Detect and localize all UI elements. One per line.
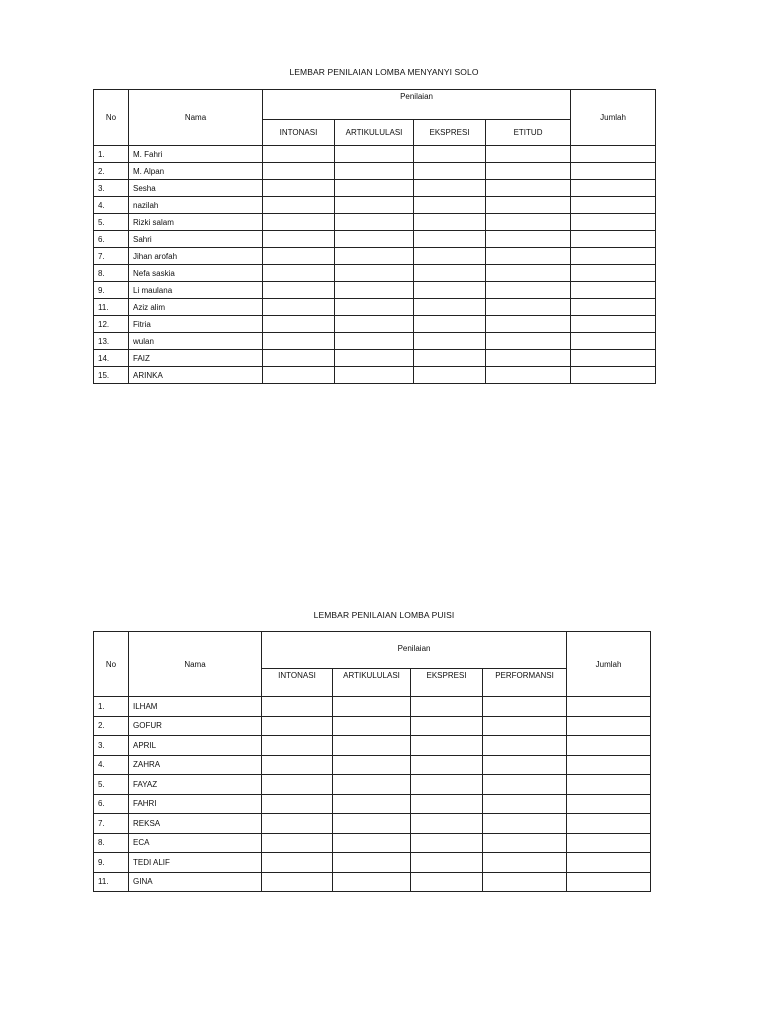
participant-name: ILHAM bbox=[129, 697, 262, 717]
score-cell bbox=[486, 163, 571, 180]
score-cell bbox=[414, 248, 486, 265]
score-cell bbox=[335, 265, 414, 282]
participant-name: Nefa saskia bbox=[129, 265, 263, 282]
total-cell bbox=[567, 853, 651, 873]
score-cell bbox=[262, 697, 333, 717]
sheet2-title: LEMBAR PENILAIAN LOMBA PUISI bbox=[313, 610, 455, 620]
row-number: 9. bbox=[94, 853, 129, 873]
score-cell bbox=[486, 299, 571, 316]
score-cell bbox=[414, 333, 486, 350]
score-cell bbox=[262, 814, 333, 834]
score-cell bbox=[414, 316, 486, 333]
header-penilaian: Penilaian bbox=[263, 90, 571, 120]
header-criterion: ETITUD bbox=[486, 120, 571, 146]
header-criterion: PERFORMANSI bbox=[483, 669, 567, 697]
score-cell bbox=[262, 794, 333, 814]
participant-name: ECA bbox=[129, 833, 262, 853]
row-number: 1. bbox=[94, 146, 129, 163]
score-cell bbox=[483, 814, 567, 834]
total-cell bbox=[571, 333, 656, 350]
participant-name: Sesha bbox=[129, 180, 263, 197]
header-no: No bbox=[94, 90, 129, 146]
total-cell bbox=[567, 794, 651, 814]
sheet2-score-table bbox=[93, 631, 651, 892]
row-number: 14. bbox=[94, 350, 129, 367]
header-jumlah: Jumlah bbox=[567, 632, 651, 697]
score-cell bbox=[414, 163, 486, 180]
score-cell bbox=[333, 716, 411, 736]
header-criterion: EKSPRESI bbox=[414, 120, 486, 146]
row-number: 2. bbox=[94, 716, 129, 736]
score-cell bbox=[486, 214, 571, 231]
table-row bbox=[94, 367, 656, 384]
score-cell bbox=[411, 853, 483, 873]
table-row bbox=[94, 872, 651, 892]
participant-name: GOFUR bbox=[129, 716, 262, 736]
score-cell bbox=[263, 163, 335, 180]
table-row bbox=[94, 833, 651, 853]
table-row bbox=[94, 163, 656, 180]
score-cell bbox=[486, 350, 571, 367]
score-cell bbox=[411, 833, 483, 853]
row-number: 11. bbox=[94, 872, 129, 892]
score-cell bbox=[483, 755, 567, 775]
score-cell bbox=[262, 736, 333, 756]
participant-name: ARINKA bbox=[129, 367, 263, 384]
score-cell bbox=[262, 853, 333, 873]
score-cell bbox=[333, 736, 411, 756]
total-cell bbox=[571, 231, 656, 248]
score-cell bbox=[262, 755, 333, 775]
score-cell bbox=[263, 282, 335, 299]
score-cell bbox=[263, 214, 335, 231]
participant-name: Fitria bbox=[129, 316, 263, 333]
table-row bbox=[94, 794, 651, 814]
row-number: 2. bbox=[94, 163, 129, 180]
score-cell bbox=[333, 775, 411, 795]
table-row bbox=[94, 265, 656, 282]
score-cell bbox=[486, 265, 571, 282]
total-cell bbox=[567, 716, 651, 736]
total-cell bbox=[567, 775, 651, 795]
total-cell bbox=[571, 265, 656, 282]
total-cell bbox=[571, 248, 656, 265]
participant-name: ZAHRA bbox=[129, 755, 262, 775]
row-number: 5. bbox=[94, 775, 129, 795]
row-number: 1. bbox=[94, 697, 129, 717]
header-nama: Nama bbox=[129, 90, 263, 146]
score-cell bbox=[483, 872, 567, 892]
row-number: 13. bbox=[94, 333, 129, 350]
row-number: 7. bbox=[94, 248, 129, 265]
header-criterion: ARTIKULULASI bbox=[333, 669, 411, 697]
table-row bbox=[94, 333, 656, 350]
score-cell bbox=[262, 775, 333, 795]
score-cell bbox=[335, 231, 414, 248]
table-row bbox=[94, 231, 656, 248]
table-row bbox=[94, 282, 656, 299]
score-cell bbox=[411, 755, 483, 775]
score-cell bbox=[335, 367, 414, 384]
score-cell bbox=[335, 316, 414, 333]
total-cell bbox=[571, 163, 656, 180]
score-cell bbox=[486, 248, 571, 265]
score-cell bbox=[414, 282, 486, 299]
score-cell bbox=[483, 736, 567, 756]
score-cell bbox=[335, 333, 414, 350]
score-cell bbox=[263, 367, 335, 384]
score-cell bbox=[333, 755, 411, 775]
table-row bbox=[94, 853, 651, 873]
header-penilaian: Penilaian bbox=[262, 632, 567, 669]
score-cell bbox=[486, 333, 571, 350]
row-number: 4. bbox=[94, 197, 129, 214]
score-cell bbox=[262, 872, 333, 892]
table-row bbox=[94, 697, 651, 717]
header-no: No bbox=[94, 632, 129, 697]
score-cell bbox=[335, 197, 414, 214]
score-cell bbox=[414, 180, 486, 197]
score-cell bbox=[414, 367, 486, 384]
row-number: 8. bbox=[94, 833, 129, 853]
score-cell bbox=[486, 231, 571, 248]
score-cell bbox=[483, 794, 567, 814]
score-cell bbox=[486, 180, 571, 197]
participant-name: REKSA bbox=[129, 814, 262, 834]
sheet1-title: LEMBAR PENILAIAN LOMBA MENYANYI SOLO bbox=[289, 67, 479, 77]
total-cell bbox=[571, 367, 656, 384]
score-cell bbox=[263, 248, 335, 265]
score-cell bbox=[411, 794, 483, 814]
score-cell bbox=[414, 265, 486, 282]
total-cell bbox=[567, 833, 651, 853]
row-number: 6. bbox=[94, 794, 129, 814]
table-row bbox=[94, 350, 656, 367]
participant-name: FAHRI bbox=[129, 794, 262, 814]
score-cell bbox=[414, 214, 486, 231]
participant-name: nazilah bbox=[129, 197, 263, 214]
header-nama: Nama bbox=[129, 632, 262, 697]
score-cell bbox=[486, 146, 571, 163]
header-criterion: INTONASI bbox=[262, 669, 333, 697]
row-number: 5. bbox=[94, 214, 129, 231]
score-cell bbox=[335, 350, 414, 367]
score-cell bbox=[483, 853, 567, 873]
score-cell bbox=[486, 282, 571, 299]
score-cell bbox=[263, 265, 335, 282]
score-cell bbox=[263, 197, 335, 214]
participant-name: FAIZ bbox=[129, 350, 263, 367]
row-number: 12. bbox=[94, 316, 129, 333]
row-number: 15. bbox=[94, 367, 129, 384]
score-cell bbox=[486, 197, 571, 214]
score-cell bbox=[486, 316, 571, 333]
total-cell bbox=[571, 350, 656, 367]
table-row bbox=[94, 197, 656, 214]
score-cell bbox=[411, 814, 483, 834]
total-cell bbox=[567, 736, 651, 756]
participant-name: GINA bbox=[129, 872, 262, 892]
score-cell bbox=[414, 197, 486, 214]
participant-name: Rizki salam bbox=[129, 214, 263, 231]
score-cell bbox=[263, 146, 335, 163]
row-number: 3. bbox=[94, 736, 129, 756]
table-row bbox=[94, 214, 656, 231]
score-cell bbox=[411, 697, 483, 717]
total-cell bbox=[571, 197, 656, 214]
score-cell bbox=[414, 146, 486, 163]
score-cell bbox=[333, 853, 411, 873]
score-cell bbox=[335, 163, 414, 180]
score-cell bbox=[335, 214, 414, 231]
score-cell bbox=[483, 697, 567, 717]
score-cell bbox=[414, 299, 486, 316]
table-row bbox=[94, 814, 651, 834]
score-cell bbox=[263, 180, 335, 197]
score-cell bbox=[483, 716, 567, 736]
table-row bbox=[94, 736, 651, 756]
participant-name: TEDI ALIF bbox=[129, 853, 262, 873]
total-cell bbox=[567, 697, 651, 717]
participant-name: Li maulana bbox=[129, 282, 263, 299]
total-cell bbox=[571, 282, 656, 299]
total-cell bbox=[571, 214, 656, 231]
score-cell bbox=[414, 231, 486, 248]
table-row bbox=[94, 180, 656, 197]
total-cell bbox=[571, 316, 656, 333]
row-number: 3. bbox=[94, 180, 129, 197]
row-number: 6. bbox=[94, 231, 129, 248]
score-cell bbox=[333, 697, 411, 717]
participant-name: wulan bbox=[129, 333, 263, 350]
score-cell bbox=[262, 833, 333, 853]
score-cell bbox=[263, 333, 335, 350]
score-cell bbox=[262, 716, 333, 736]
score-cell bbox=[263, 231, 335, 248]
table-row bbox=[94, 248, 656, 265]
table-row bbox=[94, 775, 651, 795]
score-cell bbox=[333, 794, 411, 814]
total-cell bbox=[571, 146, 656, 163]
header-criterion: INTONASI bbox=[263, 120, 335, 146]
row-number: 9. bbox=[94, 282, 129, 299]
header-criterion: EKSPRESI bbox=[411, 669, 483, 697]
row-number: 7. bbox=[94, 814, 129, 834]
score-cell bbox=[335, 180, 414, 197]
header-jumlah: Jumlah bbox=[571, 90, 656, 146]
participant-name: M. Alpan bbox=[129, 163, 263, 180]
score-cell bbox=[333, 833, 411, 853]
participant-name: Jihan arofah bbox=[129, 248, 263, 265]
participant-name: FAYAZ bbox=[129, 775, 262, 795]
total-cell bbox=[567, 872, 651, 892]
table-row bbox=[94, 755, 651, 775]
header-criterion: ARTIKULULASI bbox=[335, 120, 414, 146]
participant-name: Aziz alim bbox=[129, 299, 263, 316]
score-cell bbox=[263, 350, 335, 367]
score-cell bbox=[335, 248, 414, 265]
participant-name: Sahri bbox=[129, 231, 263, 248]
score-cell bbox=[335, 299, 414, 316]
row-number: 8. bbox=[94, 265, 129, 282]
score-cell bbox=[411, 872, 483, 892]
total-cell bbox=[571, 180, 656, 197]
participant-name: M. Fahri bbox=[129, 146, 263, 163]
score-cell bbox=[333, 814, 411, 834]
score-cell bbox=[411, 775, 483, 795]
score-cell bbox=[335, 282, 414, 299]
table-row bbox=[94, 716, 651, 736]
table-row bbox=[94, 299, 656, 316]
table-row bbox=[94, 146, 656, 163]
total-cell bbox=[567, 755, 651, 775]
row-number: 4. bbox=[94, 755, 129, 775]
score-cell bbox=[333, 872, 411, 892]
table-row bbox=[94, 316, 656, 333]
score-cell bbox=[335, 146, 414, 163]
participant-name: APRIL bbox=[129, 736, 262, 756]
total-cell bbox=[567, 814, 651, 834]
score-cell bbox=[411, 736, 483, 756]
score-cell bbox=[411, 716, 483, 736]
sheet1-score-table bbox=[93, 89, 656, 384]
score-cell bbox=[414, 350, 486, 367]
total-cell bbox=[571, 299, 656, 316]
score-cell bbox=[486, 367, 571, 384]
score-cell bbox=[263, 299, 335, 316]
score-cell bbox=[263, 316, 335, 333]
row-number: 11. bbox=[94, 299, 129, 316]
score-cell bbox=[483, 775, 567, 795]
score-cell bbox=[483, 833, 567, 853]
